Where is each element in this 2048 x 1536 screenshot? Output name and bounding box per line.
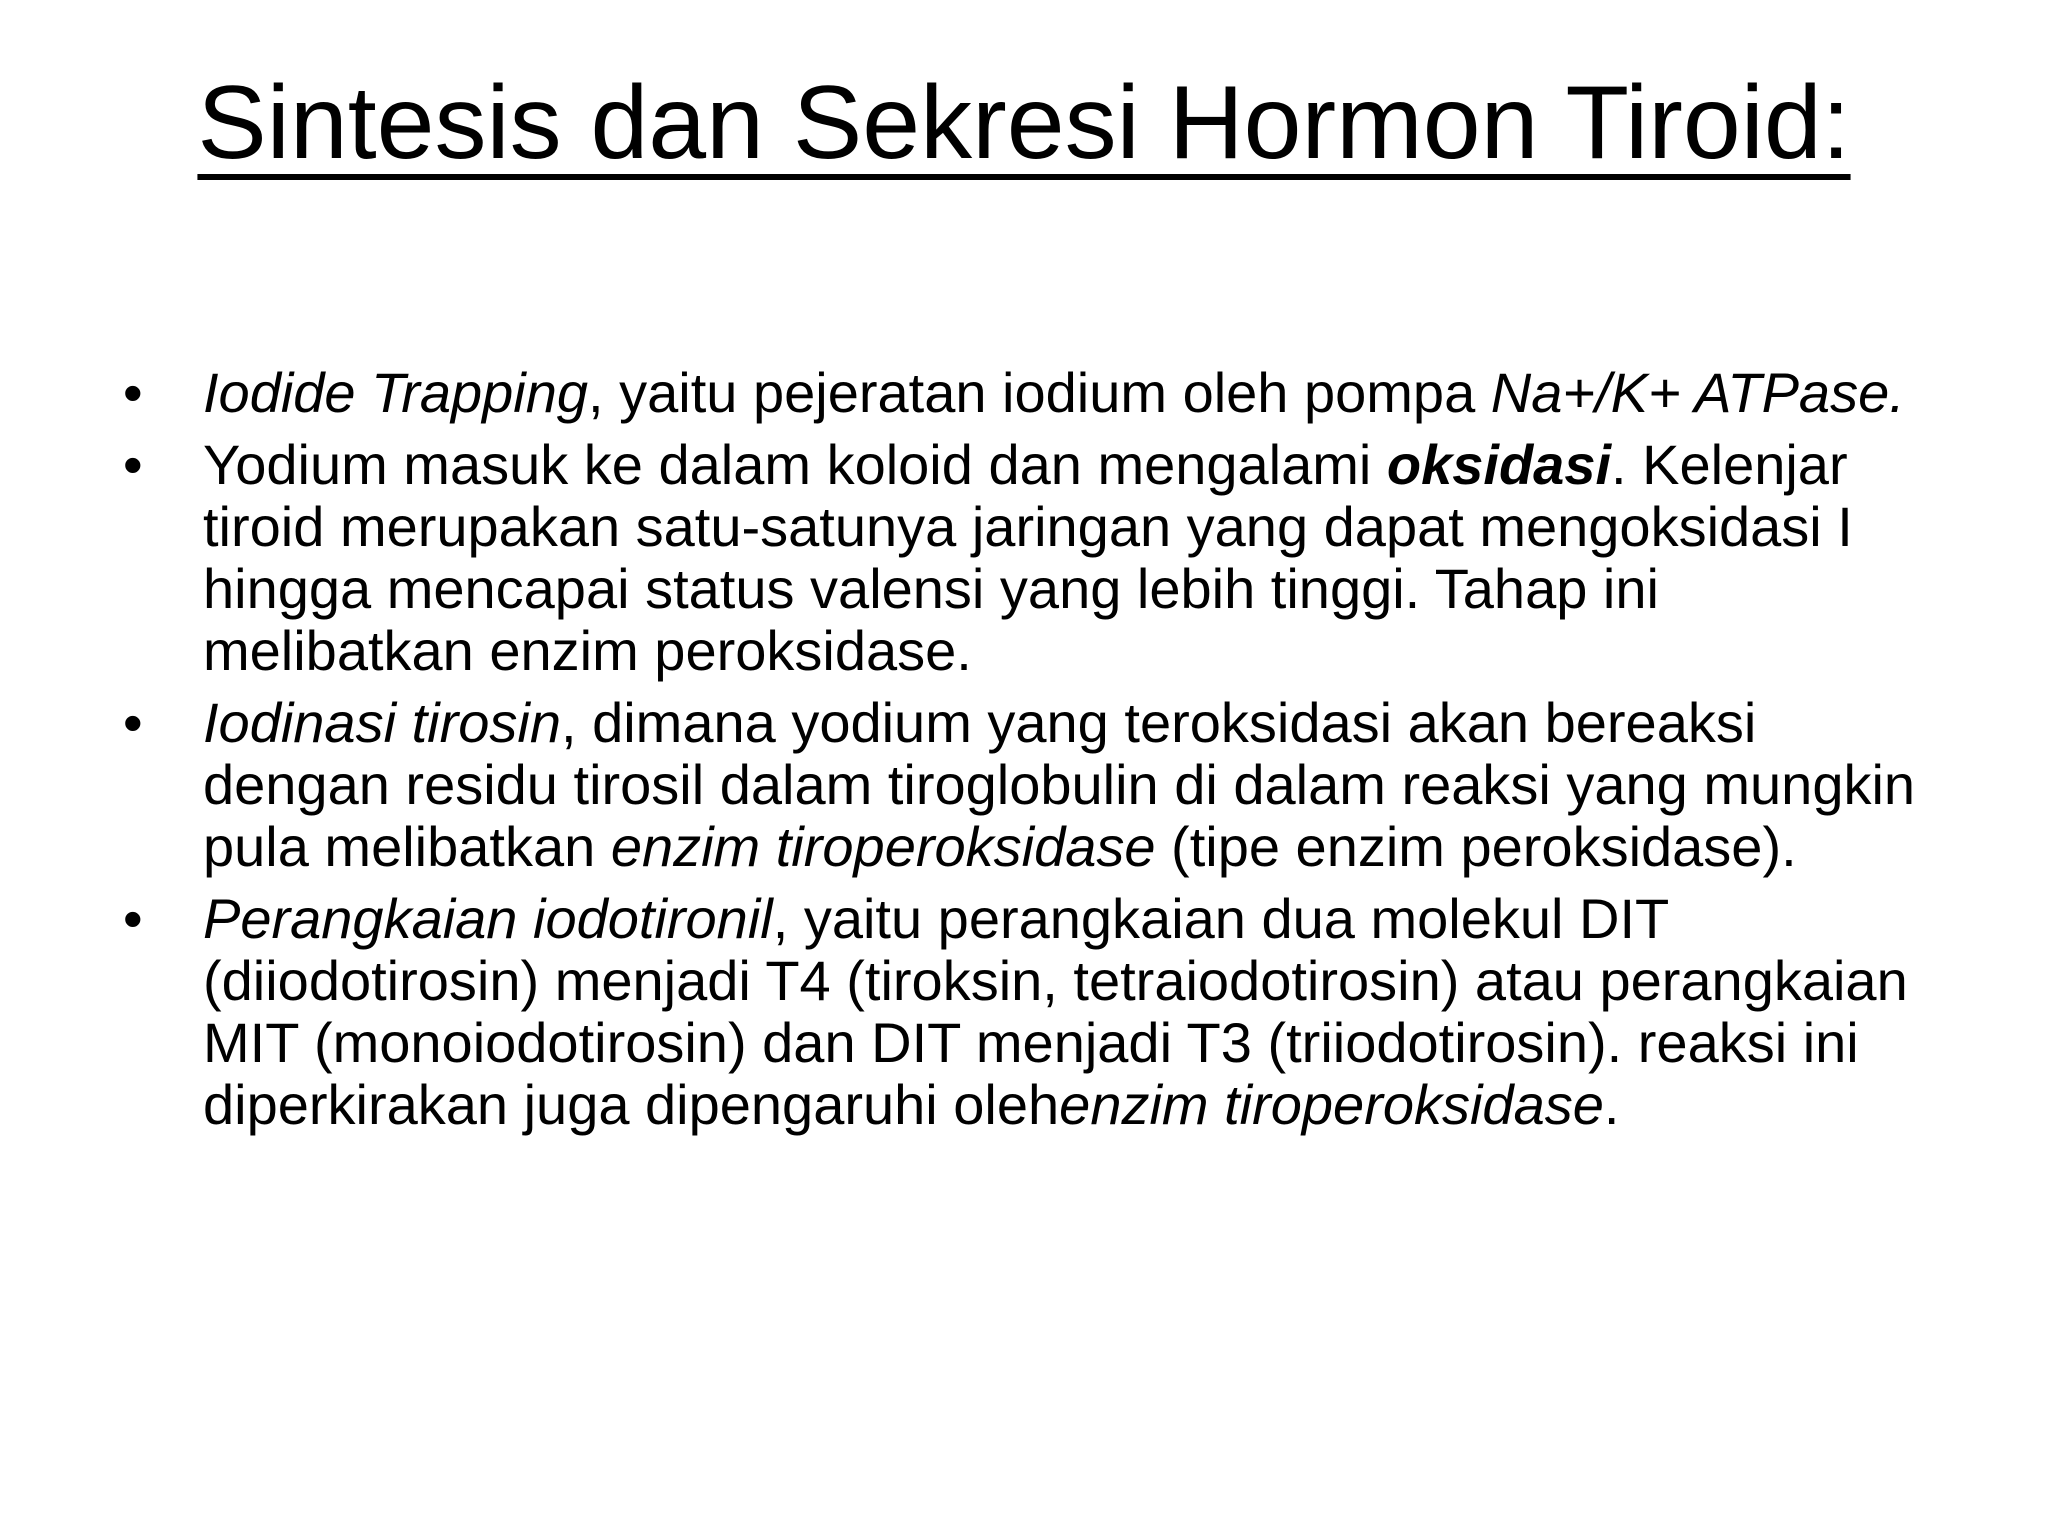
bullet-item (120, 692, 1920, 878)
bullet-text-segment: Iodinasi tirosin (203, 691, 561, 754)
bullet-text-segment: , dimana yodium yang teroksidasi akan bereaksi dengan residu tirosil dalam tiroglobulin di dalam reaksi yang mungkin pula melibatkan (203, 691, 1916, 878)
bullet-text-segment: enzim tiroperoksidase (1059, 1073, 1604, 1136)
bullet-text-segment: Na+/K+ ATPase. (1490, 361, 1905, 424)
bullet-item (120, 362, 1920, 424)
bullet-marker: • (123, 433, 143, 496)
slide-title-text: Sintesis dan Sekresi Hormon Tiroid: (197, 65, 1851, 181)
bullet-text-segment: . (1603, 1073, 1620, 1136)
bullet-text-segment: Iodide Trapping (203, 361, 588, 424)
bullet-text-segment: enzim tiroperoksidase (610, 815, 1156, 878)
bullet-list (120, 362, 1920, 1146)
bullet-marker: • (123, 691, 143, 754)
bullet-text-segment: Yodium masuk ke dalam koloid dan mengalami (203, 433, 1387, 496)
bullet-text-segment: , yaitu pejeratan iodium oleh pompa (588, 361, 1491, 424)
bullet-text-segment: oksidasi (1386, 433, 1612, 496)
bullet-marker: • (123, 887, 143, 950)
bullet-item (120, 888, 1920, 1136)
slide-title (0, 58, 2048, 188)
bullet-item (120, 434, 1920, 682)
bullet-marker: • (123, 361, 143, 424)
bullet-text-segment: , yaitu perangkaian dua molekul DIT (diiodotirosin) menjadi T4 (tiroksin, tetraiodotirosin) atau perangkaian MIT (monoiodotirosin) dan DIT menjadi T3 (triiodotirosin). reaksi ini diperkirakan juga dipengaruhi oleh (203, 887, 1908, 1136)
bullet-text-segment: Perangkaian iodotironil (203, 887, 773, 950)
bullet-text-segment: (tipe enzim peroksidase). (1155, 815, 1797, 878)
bullet-text-segment: . Kelenjar tiroid merupakan satu-satunya jaringan yang dapat mengoksidasi I hingga mencapai status valensi yang lebih tinggi. Tahap ini melibatkan enzim peroksidase. (203, 433, 1853, 682)
